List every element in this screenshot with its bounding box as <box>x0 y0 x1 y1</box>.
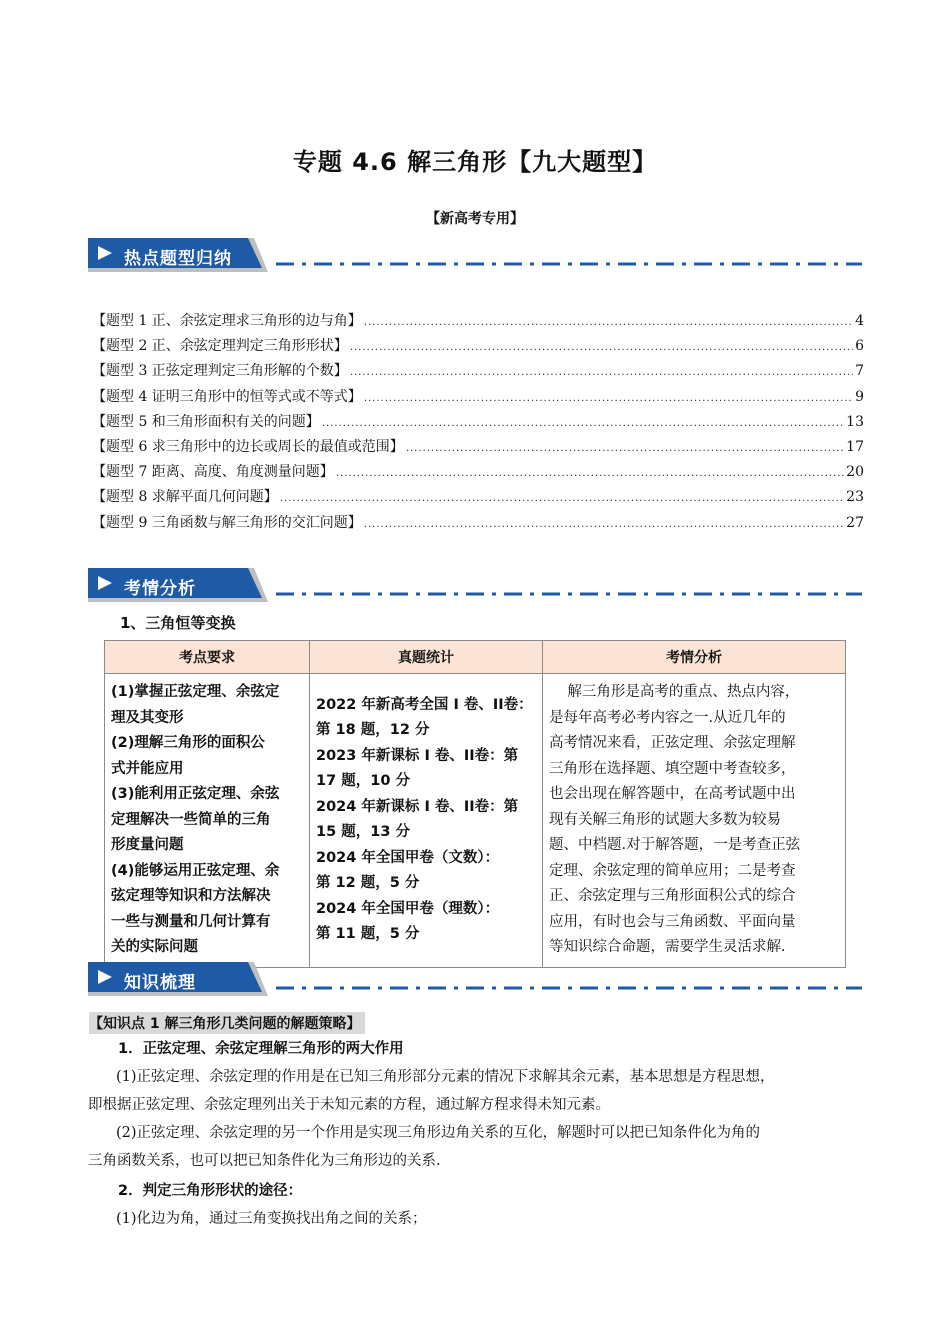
section-banner-analysis <box>88 568 868 602</box>
table-header: 考情分析 <box>543 641 846 674</box>
page-title: 专题 4.6 解三角形【九大题型】 <box>292 148 658 176</box>
knowledge-heading-2: 2．判定三角形形状的途径： <box>118 1183 303 1199</box>
table-header-row <box>105 641 846 674</box>
toc-item-2[interactable]: 【题型 2 正、余弦定理判定三角形形状】 ..... 6 <box>92 335 864 360</box>
toc-item-1[interactable]: 【题型 1 正、余弦定理求三角形的边与角】 ..... 4 <box>92 310 864 335</box>
toc-item-9[interactable]: 【题型 9 三角函数与解三角形的交汇问题】 ..... 27 <box>92 512 864 537</box>
banner-label: 热点题型归纳 <box>124 249 232 269</box>
banner-label: 考情分析 <box>124 579 196 599</box>
toc-item-8[interactable]: 【题型 8 求解平面几何问题】 ..... 23 <box>92 486 864 511</box>
paragraph-2b: 三角函数关系，也可以把已知条件化为三角形边的关系. <box>88 1153 441 1169</box>
analysis-cell: 解三角形是高考的重点、热点内容， 是每年高考必考内容之一.从近几年的 高考情况来看，正弦定理、余弦定理解 三角形在选择题、填空题中考查较多， 也会出现在解答题中，在高考试题中出 现有关解三角形的试题大多数为较易 题、中档题.对于解答题，一是考查正弦 定理、余弦定理的简单应用；二是考查 正、余弦定理与三角形面积公式的综合 应用，有时也会与三角函数、平面向量 等知识综合命题，需要学生灵活求解. <box>543 674 846 968</box>
knowledge-heading-1: 1．正弦定理、余弦定理解三角形的两大作用 <box>118 1041 404 1057</box>
paragraph-1a: (1)正弦定理、余弦定理的作用是在已知三角形部分元素的情况下求解其余元素，基本思想是方程思想， <box>116 1069 775 1085</box>
banner-tab <box>88 962 268 996</box>
dash-line <box>276 262 862 266</box>
toc-item-7[interactable]: 【题型 7 距离、高度、角度测量问题】 ..... 20 <box>92 461 864 486</box>
section-banner-hot <box>88 238 868 272</box>
banner-label: 知识梳理 <box>124 973 196 993</box>
toc-item-5[interactable]: 【题型 5 和三角形面积有关的问题】 ..... 13 <box>92 411 864 436</box>
analysis-table <box>104 640 846 968</box>
banner-tab <box>88 238 268 272</box>
table-header: 真题统计 <box>310 641 543 674</box>
toc-item-3[interactable]: 【题型 3 正弦定理判定三角形解的个数】 ..... 7 <box>92 360 864 385</box>
table-row <box>105 674 846 968</box>
table-of-contents <box>92 310 864 537</box>
analysis-subheading: 1、三角恒等变换 <box>120 614 236 632</box>
dash-line <box>276 592 862 596</box>
dash-line <box>276 986 862 990</box>
statistics-cell: 2022 年新高考全国 I 卷、II卷： 第 18 题，12 分 2023 年新课标 I 卷、II卷：第 17 题，10 分 2024 年新课标 I 卷、II卷：第 15 题，13 分 2024 年全国甲卷（文数）： 第 12 题，5 分 2024 年全国甲卷（理数）： 第 11 题，5 分 <box>310 674 543 968</box>
toc-item-4[interactable]: 【题型 4 证明三角形中的恒等式或不等式】 ..... 9 <box>92 386 864 411</box>
paragraph-2a: (2)正弦定理、余弦定理的另一个作用是实现三角形边角关系的互化，解题时可以把已知条件化为角的 <box>116 1125 761 1141</box>
requirements-cell: (1)掌握正弦定理、余弦定 理及其变形 (2)理解三角形的面积公 式并能应用 (3)能利用正弦定理、余弦 定理解决一些简单的三角 形度量问题 (4)能够运用正弦定理、余 弦定理等知识和方法解决 一些与测量和几何计算有 关的实际问题 <box>105 674 310 968</box>
page-subtitle: 【新高考专用】 <box>426 211 524 227</box>
table-header: 考点要求 <box>105 641 310 674</box>
paragraph-3: (1)化边为角，通过三角变换找出角之间的关系； <box>116 1211 427 1227</box>
knowledge-point-heading: 【知识点 1 解三角形几类问题的解题策略】 <box>89 1012 365 1034</box>
toc-item-6[interactable]: 【题型 6 求三角形中的边长或周长的最值或范围】 ..... 17 <box>92 436 864 461</box>
paragraph-1b: 即根据正弦定理、余弦定理列出关于未知元素的方程，通过解方程求得未知元素。 <box>88 1097 610 1113</box>
banner-tab <box>88 568 268 602</box>
section-banner-knowledge <box>88 962 868 996</box>
